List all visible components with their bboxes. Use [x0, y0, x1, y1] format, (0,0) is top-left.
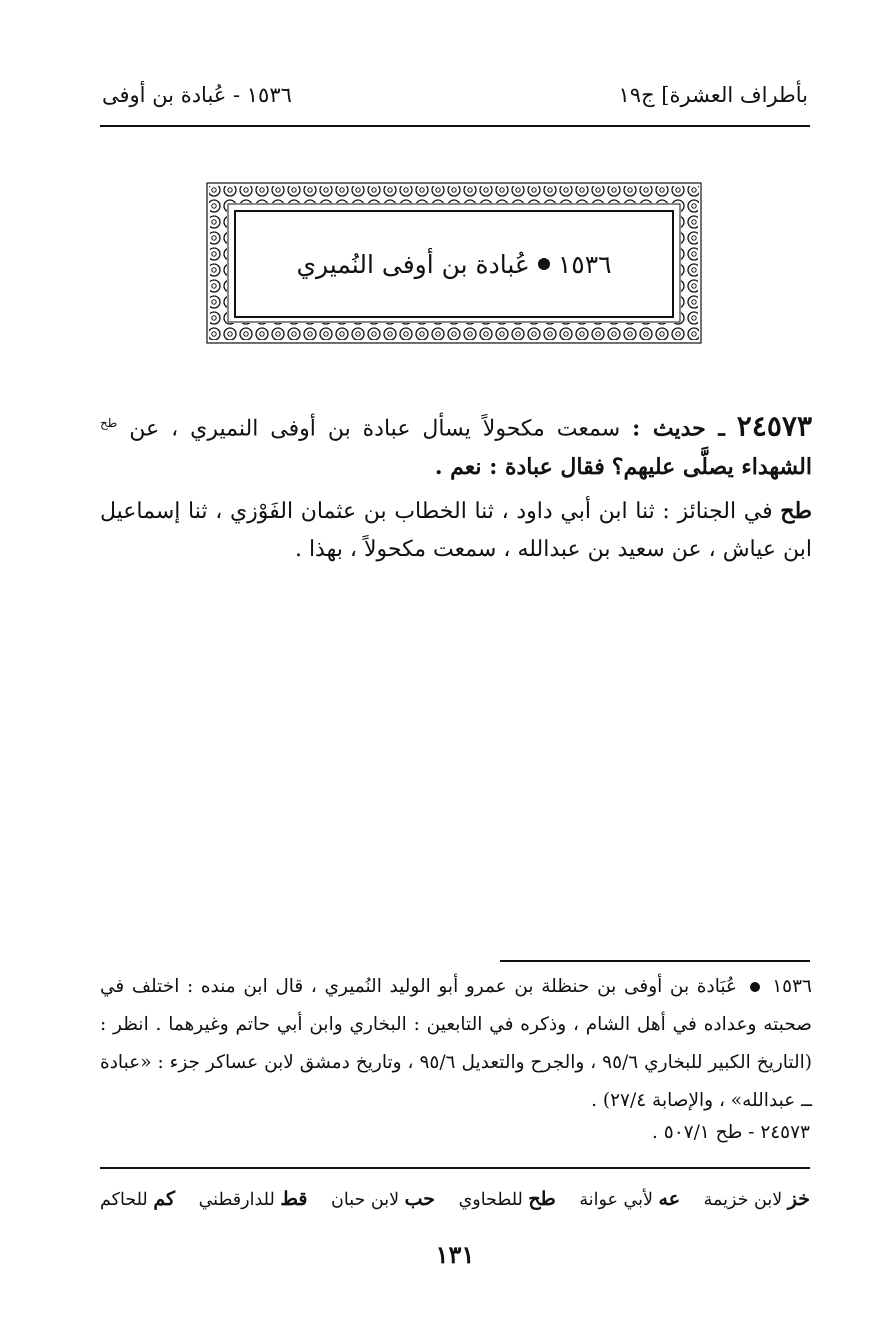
- abbreviation-item: قط للدارقطني: [198, 1188, 308, 1210]
- bullet-icon: [750, 982, 760, 992]
- footnote-rule: [500, 960, 810, 962]
- isnad-source: طح: [780, 498, 812, 524]
- header-rule: [100, 125, 810, 127]
- title-number: ١٥٣٦: [557, 249, 612, 279]
- title-name: عُبادة بن أوفى النُميري: [296, 249, 530, 279]
- abbreviations-rule: [100, 1167, 810, 1169]
- hadith-question: الشهداء يصلَّى عليهم؟: [611, 454, 812, 481]
- bullet-icon: [538, 258, 550, 270]
- section-title: [234, 210, 674, 318]
- page-number: ١٣١: [435, 1240, 475, 1269]
- hadith-marker: طح: [100, 416, 118, 430]
- header-chapter: ١٥٣٦ - عُبادة بن أوفى: [102, 83, 292, 107]
- abbreviation-item: طح للطحاوي: [458, 1188, 556, 1210]
- hadith-text: [100, 404, 812, 487]
- running-header: [102, 78, 808, 112]
- footnote-reference: ٢٤٥٧٣ - طح ٥٠٧/١ .: [652, 1122, 810, 1143]
- hadith-label: ـ حديث :: [632, 415, 725, 442]
- abbreviation-item: خز لابن خزيمة: [703, 1188, 810, 1210]
- footnote: [100, 968, 812, 1120]
- hadith-number: ٢٤٥٧٣: [736, 409, 812, 443]
- isnad-body: في الجنائز : ثنا ابن أبي داود ، ثنا الخطاب بن عثمان الفَوْزي ، ثنا إسماعيل ابن عياش ، عن سعيد بن عبدالله ، سمعت مكحولاً ، بهذا .: [100, 499, 812, 562]
- abbreviations-key: [100, 1182, 810, 1216]
- header-book-title: بأطراف العشرة] ج١٩: [618, 83, 808, 107]
- abbreviation-item: عه لأبي عوانة: [579, 1188, 681, 1210]
- footnote-number: ١٥٣٦: [772, 976, 812, 997]
- abbreviation-item: حب لابن حبان: [331, 1188, 436, 1210]
- hadith-body: سمعت مكحولاً يسأل عبادة بن أوفى النميري ، عن: [129, 416, 621, 442]
- abbreviation-item: كم للحاكم: [100, 1188, 176, 1210]
- hadith-answer: فقال عبادة : نعم .: [434, 454, 605, 481]
- isnad-text: [100, 492, 812, 569]
- footnote-body: عُبَادة بن أوفى بن حنظلة بن عمرو أبو الوليد النُميري ، قال ابن منده : اختلف في صحبته وعداده في أهل الشام ، وذكره في التابعين : البخاري وابن أبي حاتم وغيرهما . انظر : (التاريخ الكبير للبخاري ٩٥/٦ ، والجرح والتعديل ٩٥/٦ ، وتاريخ دمشق لابن عساكر جزء : «عبادة ــ عبدالله» ، والإصابة ٢٧/٤) .: [100, 976, 812, 1111]
